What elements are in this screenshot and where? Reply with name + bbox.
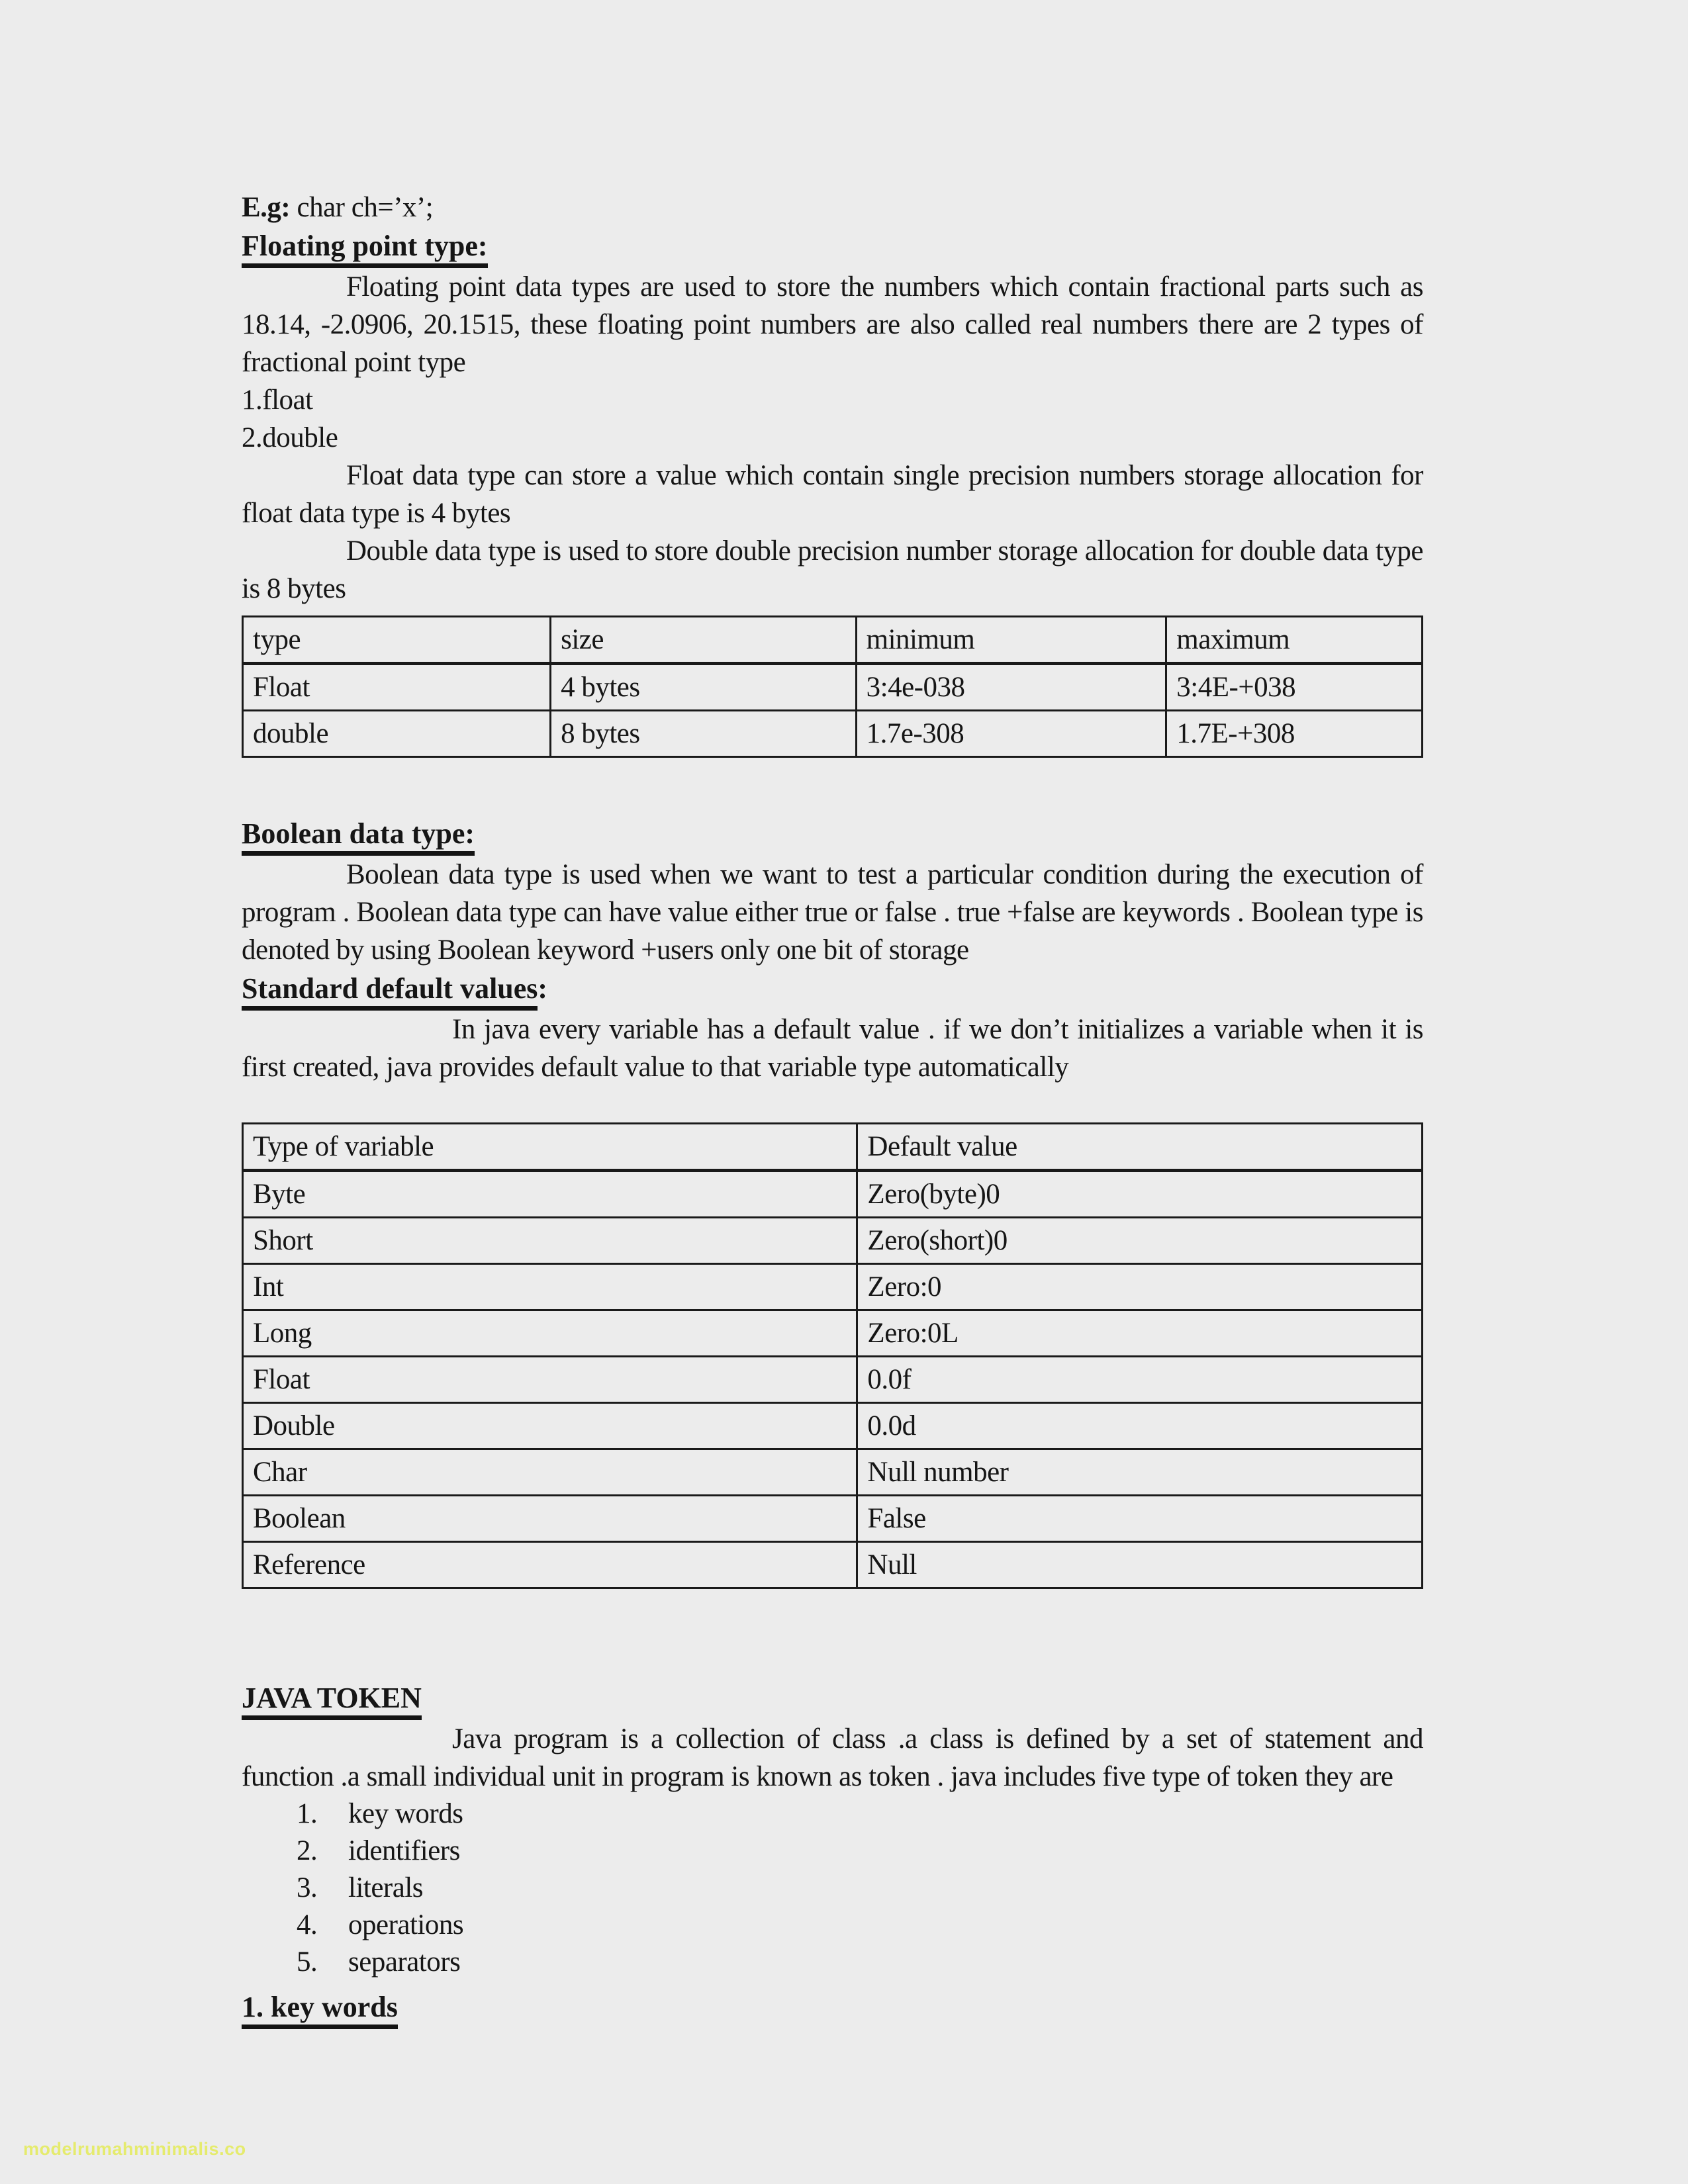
list-item-number: 3. (297, 1872, 318, 1903)
table-row (243, 1264, 1423, 1310)
table-cell: Reference (243, 1542, 857, 1588)
default-values-table (242, 1122, 1423, 1589)
floating-point-paragraph: Floating point data types are used to store the numbers which contain fractional parts such as 18.14, -2.0906, 20.1515, these floating point numbers are also called real numbers there are 2 types of fractional point type (242, 271, 1423, 378)
table-row (243, 1357, 1423, 1403)
table-cell: Zero(short)0 (857, 1218, 1423, 1264)
list-item-number: 5. (297, 1946, 318, 1978)
table-cell: Short (243, 1218, 857, 1264)
table-row (243, 1403, 1423, 1449)
table-header-cell: Default value (857, 1124, 1423, 1171)
list-item-number: 4. (297, 1909, 318, 1940)
table-cell: Long (243, 1310, 857, 1357)
table-cell: Int (243, 1264, 857, 1310)
example-code: char ch=’x’; (290, 192, 434, 223)
list-item-label: operations (348, 1909, 464, 1940)
table-row (243, 1496, 1423, 1542)
java-token-heading-text: JAVA TOKEN (242, 1682, 422, 1720)
table-cell: Zero(byte)0 (857, 1171, 1423, 1218)
float-list-item: 1.float (242, 385, 313, 416)
table-cell: 4 bytes (551, 664, 857, 711)
token-list (297, 1796, 1423, 1981)
list-item (297, 1907, 1423, 1944)
float-paragraph: Float data type can store a value which contain single precision numbers storage allocation for float data type is 4 bytes (242, 460, 1423, 529)
defaults-heading (242, 969, 1423, 1011)
table-cell: Float (243, 1357, 857, 1403)
table-cell: 1.7e-308 (856, 711, 1166, 757)
table-row (243, 1542, 1423, 1588)
table-cell: Null (857, 1542, 1423, 1588)
table-cell: Byte (243, 1171, 857, 1218)
example-line (242, 189, 1423, 226)
defaults-heading-colon: : (538, 972, 548, 1005)
table-cell: Boolean (243, 1496, 857, 1542)
example-label: E.g: (242, 192, 291, 223)
list-item-label: identifiers (348, 1835, 460, 1866)
float-size-table (242, 615, 1423, 758)
boolean-paragraph: Boolean data type is used when we want to test a particular condition during the execution of program . Boolean data type can have value either true or false . true +false are keywords . Boolean type is denoted by using Boolean keyword +users only one bit of storage (242, 859, 1423, 966)
floating-point-heading (242, 226, 1423, 268)
table-cell: Char (243, 1449, 857, 1496)
double-paragraph: Double data type is used to store double precision number storage allocation for double data type is 8 bytes (242, 535, 1423, 604)
table-row (243, 1218, 1423, 1264)
table-header-row (243, 617, 1423, 664)
table-cell: 0.0d (857, 1403, 1423, 1449)
table-header-cell: size (551, 617, 857, 664)
floating-point-heading-text: Floating point type: (242, 230, 488, 268)
table-cell: Zero:0 (857, 1264, 1423, 1310)
table-cell: Float (243, 664, 551, 711)
table-row (243, 1310, 1423, 1357)
list-item (297, 1833, 1423, 1870)
list-item-label: separators (348, 1946, 461, 1978)
table-row (243, 664, 1423, 711)
table-row (243, 711, 1423, 757)
list-item (297, 1944, 1423, 1981)
table-header-cell: maximum (1166, 617, 1423, 664)
list-item (297, 1796, 1423, 1833)
table-cell: 0.0f (857, 1357, 1423, 1403)
java-token-heading (242, 1678, 1423, 1720)
table-header-row (243, 1124, 1423, 1171)
table-cell: False (857, 1496, 1423, 1542)
table-cell: 3:4E-+038 (1166, 664, 1423, 711)
double-list-item: 2.double (242, 422, 338, 453)
table-row (243, 1449, 1423, 1496)
boolean-heading (242, 814, 1423, 856)
list-item-number: 2. (297, 1835, 318, 1866)
java-token-paragraph: Java program is a collection of class .a class is defined by a set of statement and function .a small individual unit in program is known as token . java includes five type of token they are (242, 1723, 1423, 1792)
list-item-number: 1. (297, 1798, 318, 1829)
table-header-cell: type (243, 617, 551, 664)
table-cell: double (243, 711, 551, 757)
page-content (242, 189, 1423, 2029)
table-cell: 3:4e-038 (856, 664, 1166, 711)
table-cell: 1.7E-+308 (1166, 711, 1423, 757)
table-cell: 8 bytes (551, 711, 857, 757)
defaults-heading-text: Standard default values (242, 973, 538, 1011)
defaults-paragraph: In java every variable has a default value . if we don’t initializes a variable when it is first created, java provides default value to that variable type automatically (242, 1014, 1423, 1083)
key-words-heading-text: 1. key words (242, 1991, 398, 2029)
watermark: modelrumahminimalis.co (23, 2139, 246, 2159)
list-item-label: key words (348, 1798, 463, 1829)
table-cell: Null number (857, 1449, 1423, 1496)
table-header-cell: Type of variable (243, 1124, 857, 1171)
list-item-label: literals (348, 1872, 424, 1903)
table-header-cell: minimum (856, 617, 1166, 664)
key-words-heading (242, 1987, 1423, 2029)
table-cell: Double (243, 1403, 857, 1449)
boolean-heading-text: Boolean data type: (242, 818, 475, 856)
table-cell: Zero:0L (857, 1310, 1423, 1357)
list-item (297, 1870, 1423, 1907)
table-row (243, 1171, 1423, 1218)
